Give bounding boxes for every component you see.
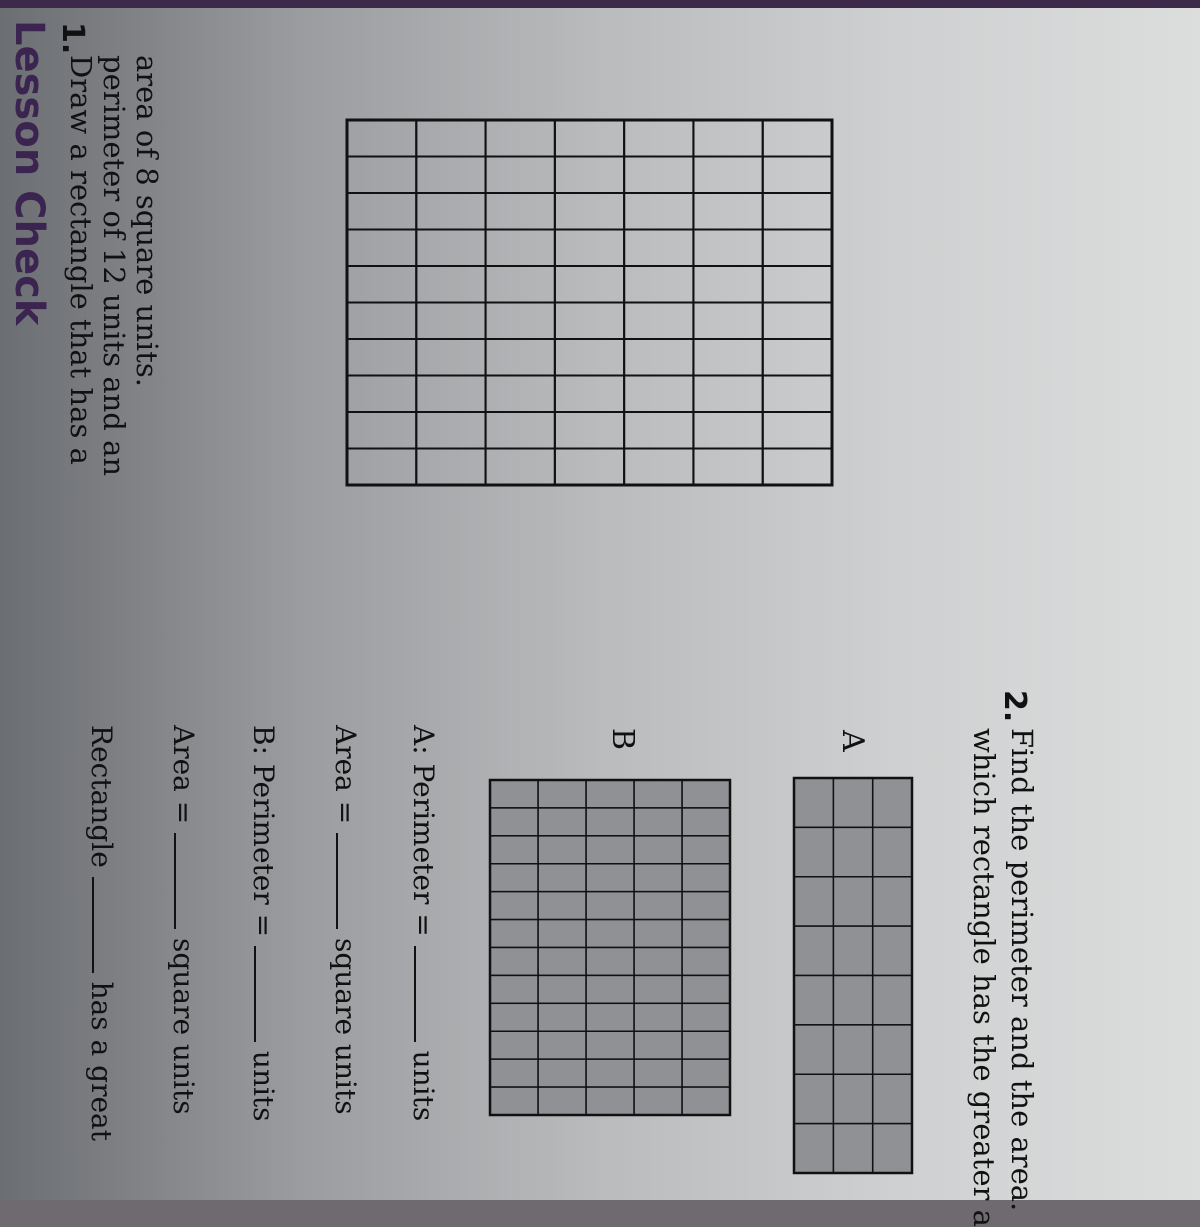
answer-b-area-blank[interactable]	[174, 833, 198, 929]
rectangle-b-cell	[634, 1087, 682, 1115]
rectangle-b-cell	[538, 948, 586, 976]
answer-a-perimeter-label: A: Perimeter =	[407, 725, 440, 937]
drawing-grid-cell[interactable]	[763, 412, 832, 449]
rectangle-b-cell	[538, 1087, 586, 1115]
rectangle-a-cell	[794, 778, 833, 827]
answer-comparison-label: Rectangle	[85, 725, 118, 868]
drawing-grid-cell[interactable]	[347, 157, 416, 194]
drawing-grid-cell[interactable]	[416, 230, 485, 267]
rectangle-b-cell	[682, 1031, 730, 1059]
rectangle-b-cell	[490, 780, 538, 808]
drawing-grid-cell[interactable]	[693, 266, 762, 303]
rectangle-b-cell	[490, 836, 538, 864]
rectangle-a-cell	[833, 778, 872, 827]
drawing-grid-cell[interactable]	[555, 266, 624, 303]
drawing-grid-cell[interactable]	[555, 376, 624, 413]
question-1-drawing-grid[interactable]	[347, 120, 832, 485]
rectangle-b-cell	[586, 920, 634, 948]
rectangle-b-cell	[490, 892, 538, 920]
rectangle-b-cell	[490, 1087, 538, 1115]
rectangle-b-cell	[682, 975, 730, 1003]
rectangle-b-cell	[634, 836, 682, 864]
rectangle-a-cell	[873, 827, 912, 876]
drawing-grid-cell[interactable]	[416, 266, 485, 303]
rectangle-b-cell	[538, 1059, 586, 1087]
rectangle-b-cell	[586, 780, 634, 808]
drawing-grid-cell[interactable]	[347, 303, 416, 340]
drawing-grid-cell[interactable]	[555, 193, 624, 230]
drawing-grid-cell[interactable]	[763, 193, 832, 230]
rectangle-b-cell	[634, 948, 682, 976]
rectangle-b-cell	[634, 1059, 682, 1087]
rectangle-b-cell	[682, 1087, 730, 1115]
answer-line-a-perimeter	[407, 725, 440, 1121]
rectangle-b-cell	[538, 864, 586, 892]
answer-line-b-area	[167, 725, 200, 1115]
drawing-grid-cell[interactable]	[486, 193, 555, 230]
drawing-grid-cell[interactable]	[416, 449, 485, 486]
question-1-line-1: Draw a rectangle that has a	[64, 55, 98, 465]
rectangle-a-cell	[794, 1124, 833, 1173]
question-1-line-3: area of 8 square units.	[130, 55, 164, 387]
answer-comparison-blank[interactable]	[92, 877, 116, 973]
rectangle-b-cell	[586, 1059, 634, 1087]
drawing-grid-cell[interactable]	[763, 230, 832, 267]
rectangle-b-cell	[538, 836, 586, 864]
rectangle-a-cell	[873, 877, 912, 926]
drawing-grid-cell[interactable]	[347, 193, 416, 230]
rectangle-a-cell	[794, 926, 833, 975]
drawing-grid-cell[interactable]	[693, 412, 762, 449]
rectangle-a-cell	[794, 976, 833, 1025]
rectangle-b-cell	[490, 864, 538, 892]
rectangle-b-cell	[682, 948, 730, 976]
rectangle-a-cell	[873, 778, 912, 827]
drawing-grid-cell[interactable]	[486, 157, 555, 194]
drawing-grid-cell[interactable]	[693, 376, 762, 413]
rectangle-b-cell	[682, 892, 730, 920]
rectangle-b-cell	[586, 1031, 634, 1059]
rectangle-b-cell	[538, 975, 586, 1003]
drawing-grid-cell[interactable]	[693, 120, 762, 157]
drawing-grid-cell[interactable]	[693, 449, 762, 486]
drawing-grid-cell[interactable]	[347, 266, 416, 303]
drawing-grid-cell[interactable]	[763, 303, 832, 340]
drawing-grid-cell[interactable]	[416, 412, 485, 449]
rectangle-a-label: A	[835, 730, 870, 752]
drawing-grid-cell[interactable]	[693, 339, 762, 376]
drawing-grid-cell[interactable]	[555, 157, 624, 194]
drawing-grid-cell[interactable]	[486, 266, 555, 303]
drawing-grid-cell[interactable]	[486, 120, 555, 157]
rectangle-a-cell	[794, 1025, 833, 1074]
rectangle-a-grid	[794, 778, 912, 1173]
rectangle-a-cell	[873, 926, 912, 975]
answer-a-area-blank[interactable]	[336, 833, 360, 929]
rectangle-a-cell	[833, 976, 872, 1025]
rectangle-a-cell	[833, 1124, 872, 1173]
drawing-grid-cell[interactable]	[693, 230, 762, 267]
lesson-title: Lesson Check	[6, 20, 52, 326]
answer-a-area-unit: square units	[329, 938, 362, 1115]
rectangle-a-cell	[833, 827, 872, 876]
answer-b-perimeter-label: B: Perimeter =	[247, 725, 280, 938]
answer-b-area-unit: square units	[167, 938, 200, 1115]
drawing-grid-cell[interactable]	[624, 266, 693, 303]
rectangle-b-cell	[490, 808, 538, 836]
drawing-grid-cell[interactable]	[624, 339, 693, 376]
drawing-grid-cell[interactable]	[763, 449, 832, 486]
answer-line-a-area	[329, 725, 362, 1115]
drawing-grid-cell[interactable]	[416, 120, 485, 157]
drawing-grid-cell[interactable]	[555, 120, 624, 157]
drawing-grid-cell[interactable]	[624, 303, 693, 340]
drawing-grid-cell[interactable]	[763, 376, 832, 413]
rectangle-b-grid	[490, 780, 730, 1115]
answer-line-comparison	[85, 725, 118, 1141]
answer-a-perimeter-unit: units	[407, 1050, 440, 1122]
rectangle-b-cell	[538, 920, 586, 948]
drawing-grid-cell[interactable]	[347, 230, 416, 267]
rectangle-b-cell	[586, 808, 634, 836]
drawing-grid-cell[interactable]	[486, 339, 555, 376]
rectangle-b-cell	[586, 1003, 634, 1031]
drawing-grid-cell[interactable]	[486, 376, 555, 413]
rectangle-b-cell	[682, 1059, 730, 1087]
rectangle-b-cell	[682, 808, 730, 836]
answer-b-perimeter-unit: units	[247, 1050, 280, 1122]
rectangle-a-cell	[873, 1124, 912, 1173]
drawing-grid-cell[interactable]	[347, 339, 416, 376]
drawing-grid-cell[interactable]	[624, 412, 693, 449]
rectangle-a-cell	[873, 1074, 912, 1123]
rectangle-b-cell	[490, 975, 538, 1003]
rectangle-b-cell	[490, 1059, 538, 1087]
rectangle-b-cell	[682, 1003, 730, 1031]
rectangle-b-cell	[538, 1003, 586, 1031]
rectangle-b-cell	[682, 780, 730, 808]
drawing-grid-cell[interactable]	[624, 376, 693, 413]
rectangle-b-cell	[586, 864, 634, 892]
rectangle-b-cell	[634, 892, 682, 920]
rectangle-b-cell	[586, 948, 634, 976]
drawing-grid-cell[interactable]	[486, 230, 555, 267]
rectangle-b-cell	[490, 1031, 538, 1059]
rectangle-a-cell	[794, 877, 833, 926]
rectangle-b-cell	[586, 1087, 634, 1115]
drawing-grid-cell[interactable]	[347, 120, 416, 157]
drawing-grid-cell[interactable]	[624, 157, 693, 194]
drawing-grid-cell[interactable]	[486, 303, 555, 340]
rectangle-b-cell	[682, 864, 730, 892]
drawing-grid-cell[interactable]	[555, 449, 624, 486]
rectangle-b-cell	[634, 975, 682, 1003]
rectangle-a-cell	[833, 877, 872, 926]
rectangle-b-cell	[634, 808, 682, 836]
rectangle-a-cell	[833, 1074, 872, 1123]
rectangle-a-cell	[794, 827, 833, 876]
answer-b-area-label: Area =	[167, 725, 200, 825]
rectangle-b-cell	[634, 1031, 682, 1059]
question-2-line-1: Find the perimeter and the area.	[1005, 728, 1039, 1212]
rectangle-b-cell	[634, 1003, 682, 1031]
drawing-grid-cell[interactable]	[624, 230, 693, 267]
drawing-grid-cell[interactable]	[624, 449, 693, 486]
question-2-number: 2.	[997, 690, 1032, 723]
rectangle-b-cell	[538, 808, 586, 836]
answer-a-area-label: Area =	[329, 725, 362, 825]
drawing-grid-cell[interactable]	[763, 339, 832, 376]
rectangle-b-cell	[682, 920, 730, 948]
drawing-grid-cell[interactable]	[763, 266, 832, 303]
answer-b-perimeter-blank[interactable]	[254, 946, 278, 1042]
rectangle-b-cell	[538, 892, 586, 920]
rectangle-b-cell	[538, 780, 586, 808]
answer-line-b-perimeter	[247, 725, 280, 1122]
drawing-grid-cell[interactable]	[624, 120, 693, 157]
drawing-grid-cell[interactable]	[347, 449, 416, 486]
rectangle-a-cell	[873, 976, 912, 1025]
rectangle-a-cell	[794, 1074, 833, 1123]
drawing-grid-cell[interactable]	[763, 120, 832, 157]
question-1-line-2: perimeter of 12 units and an	[97, 55, 131, 477]
rectangle-a-cell	[833, 1025, 872, 1074]
drawing-grid-cell[interactable]	[347, 376, 416, 413]
drawing-grid-cell[interactable]	[763, 157, 832, 194]
drawing-grid-cell[interactable]	[693, 193, 762, 230]
rectangle-b-cell	[490, 920, 538, 948]
drawing-grid-cell[interactable]	[555, 412, 624, 449]
rectangle-b-cell	[490, 1003, 538, 1031]
question-2-line-2: which rectangle has the greater a	[967, 728, 1001, 1227]
rectangle-b-label: B	[605, 728, 640, 751]
drawing-grid-cell[interactable]	[555, 303, 624, 340]
drawing-grid-cell[interactable]	[416, 376, 485, 413]
drawing-grid-cell[interactable]	[555, 230, 624, 267]
drawing-grid-cell[interactable]	[486, 449, 555, 486]
rectangle-b-cell	[586, 975, 634, 1003]
rectangle-a-cell	[833, 926, 872, 975]
rectangle-b-cell	[586, 836, 634, 864]
drawing-grid-cell[interactable]	[486, 412, 555, 449]
rectangle-b-cell	[634, 920, 682, 948]
drawing-grid-cell[interactable]	[693, 157, 762, 194]
drawing-grid-cell[interactable]	[693, 303, 762, 340]
rectangle-b-cell	[538, 1031, 586, 1059]
drawing-grid-cell[interactable]	[416, 193, 485, 230]
question-1-number: 1.	[55, 22, 90, 55]
answer-comparison-suffix: has a great	[85, 981, 118, 1141]
rectangle-b-cell	[586, 892, 634, 920]
drawing-grid-cell[interactable]	[555, 339, 624, 376]
rectangle-b-cell	[634, 864, 682, 892]
drawing-grid-cell[interactable]	[416, 339, 485, 376]
rectangle-a-cell	[873, 1025, 912, 1074]
rectangle-b-cell	[634, 780, 682, 808]
rectangle-b-cell	[490, 948, 538, 976]
drawing-grid-cell[interactable]	[347, 412, 416, 449]
drawing-grid-cell[interactable]	[416, 303, 485, 340]
drawing-grid-cell[interactable]	[624, 193, 693, 230]
drawing-grid-cell[interactable]	[416, 157, 485, 194]
answer-a-perimeter-blank[interactable]	[414, 946, 438, 1042]
rectangle-b-cell	[682, 836, 730, 864]
